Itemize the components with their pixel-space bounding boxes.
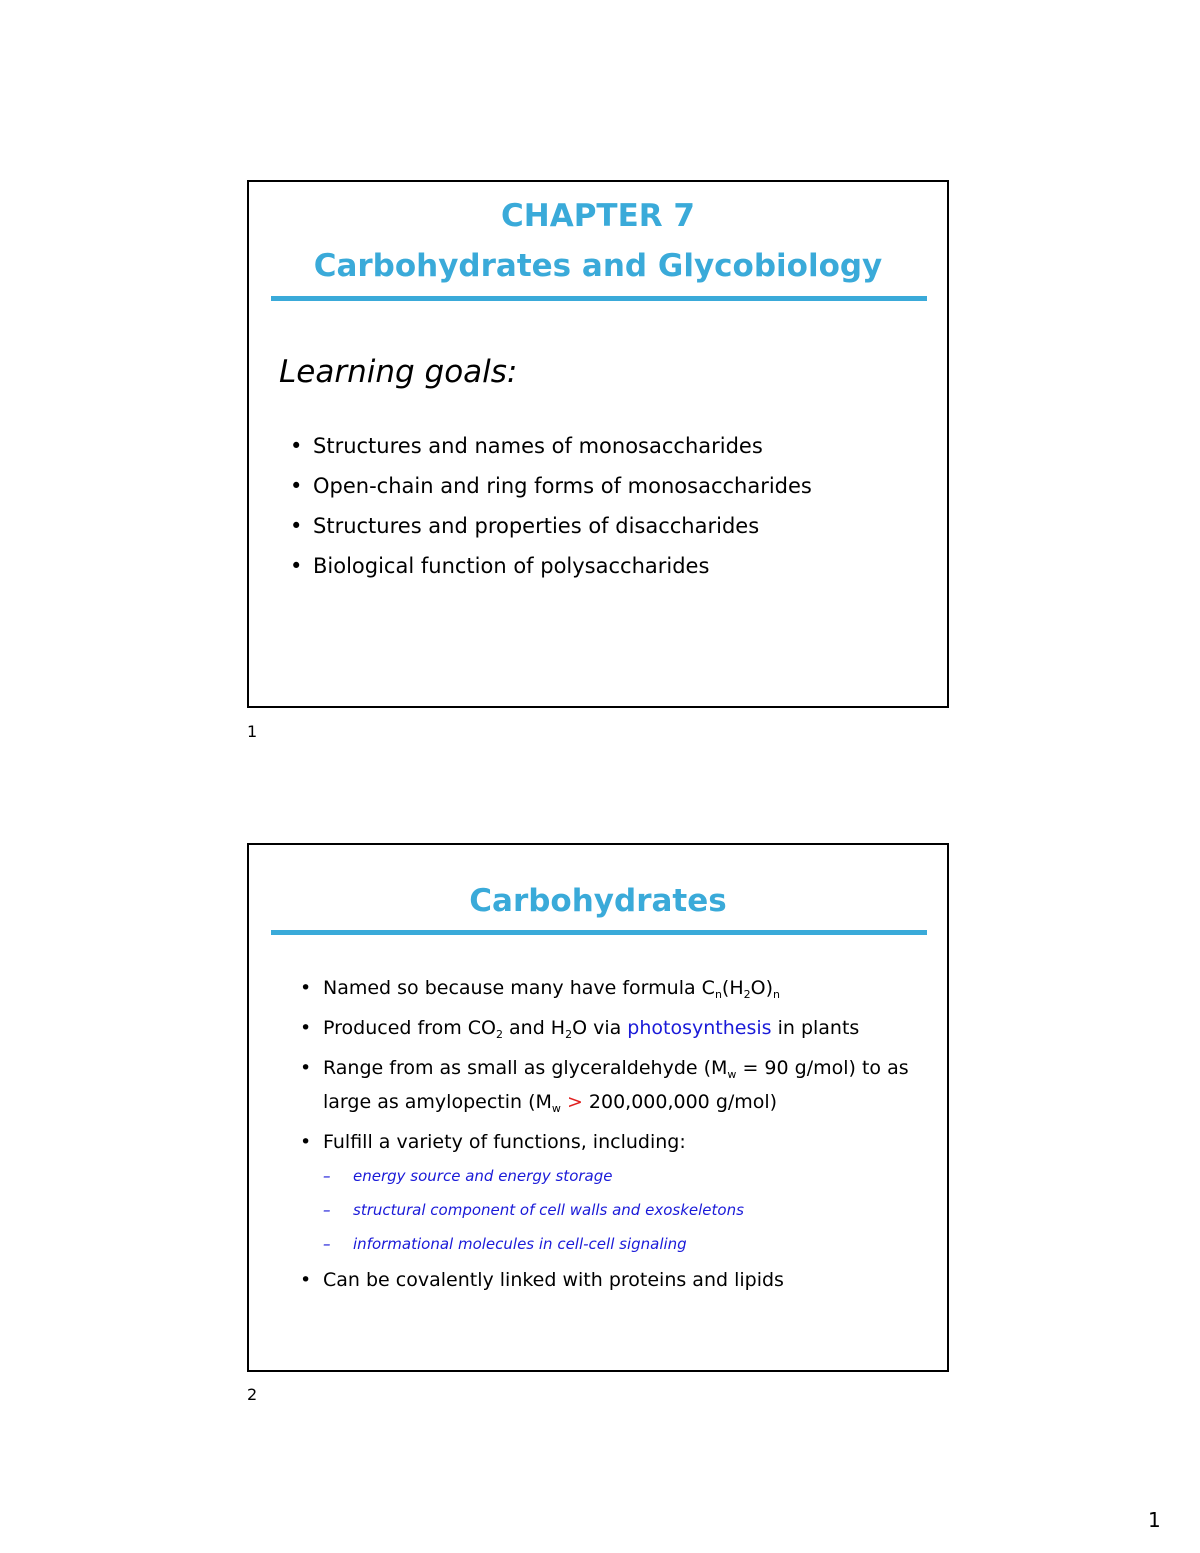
list-item: • Fulfill a variety of functions, including: – energy source and energy storage – structural component of cell walls and exoskeletons – informational molecules in cell-cell signaling [323,1125,923,1261]
photosynthesis-highlight: photosynthesis [627,1017,772,1039]
title-underline [271,296,927,301]
slide-1 [247,180,949,708]
list-item: • Can be covalently linked with proteins and lipids [323,1263,923,1297]
title-underline [271,930,927,935]
learning-goals-list [313,426,812,586]
list-item: • Open-chain and ring forms of monosaccharides [313,466,812,506]
greater-than-symbol: > [566,1091,583,1113]
chapter-label: CHAPTER 7 [501,198,695,234]
slide-2 [247,843,949,1372]
list-item: • Produced from $CO_2$ and $H_2O$ via photosynthesis in plants [323,1011,923,1045]
list-item: • Range from as small as glyceraldehyde ($M_w = 90$ g/mol) to as large as amylopectin ($M_w > 200,000,000$ g/mol) [323,1051,923,1119]
slide-2-title: Carbohydrates [469,883,727,919]
sub-list-item: – structural component of cell walls and exoskeletons [323,1193,923,1227]
carbohydrates-list [323,971,923,1297]
slide-1-title: Carbohydrates and Glycobiology [313,248,883,284]
page-number: 1 [1148,1508,1161,1532]
sub-list-item: – energy source and energy storage [323,1159,923,1193]
list-item: • Named so because many have formula $C_n(H_2O)_n$ [323,971,923,1005]
slide-number-2: 2 [247,1385,258,1404]
learning-goals-heading: Learning goals: [279,354,518,390]
sub-list-item: – informational molecules in cell-cell signaling [323,1227,923,1261]
list-item: • Biological function of polysaccharides [313,546,812,586]
slide-number-1: 1 [247,722,258,741]
functions-sublist [323,1159,923,1261]
list-item: • Structures and names of monosaccharides [313,426,812,466]
list-item: • Structures and properties of disaccharides [313,506,812,546]
